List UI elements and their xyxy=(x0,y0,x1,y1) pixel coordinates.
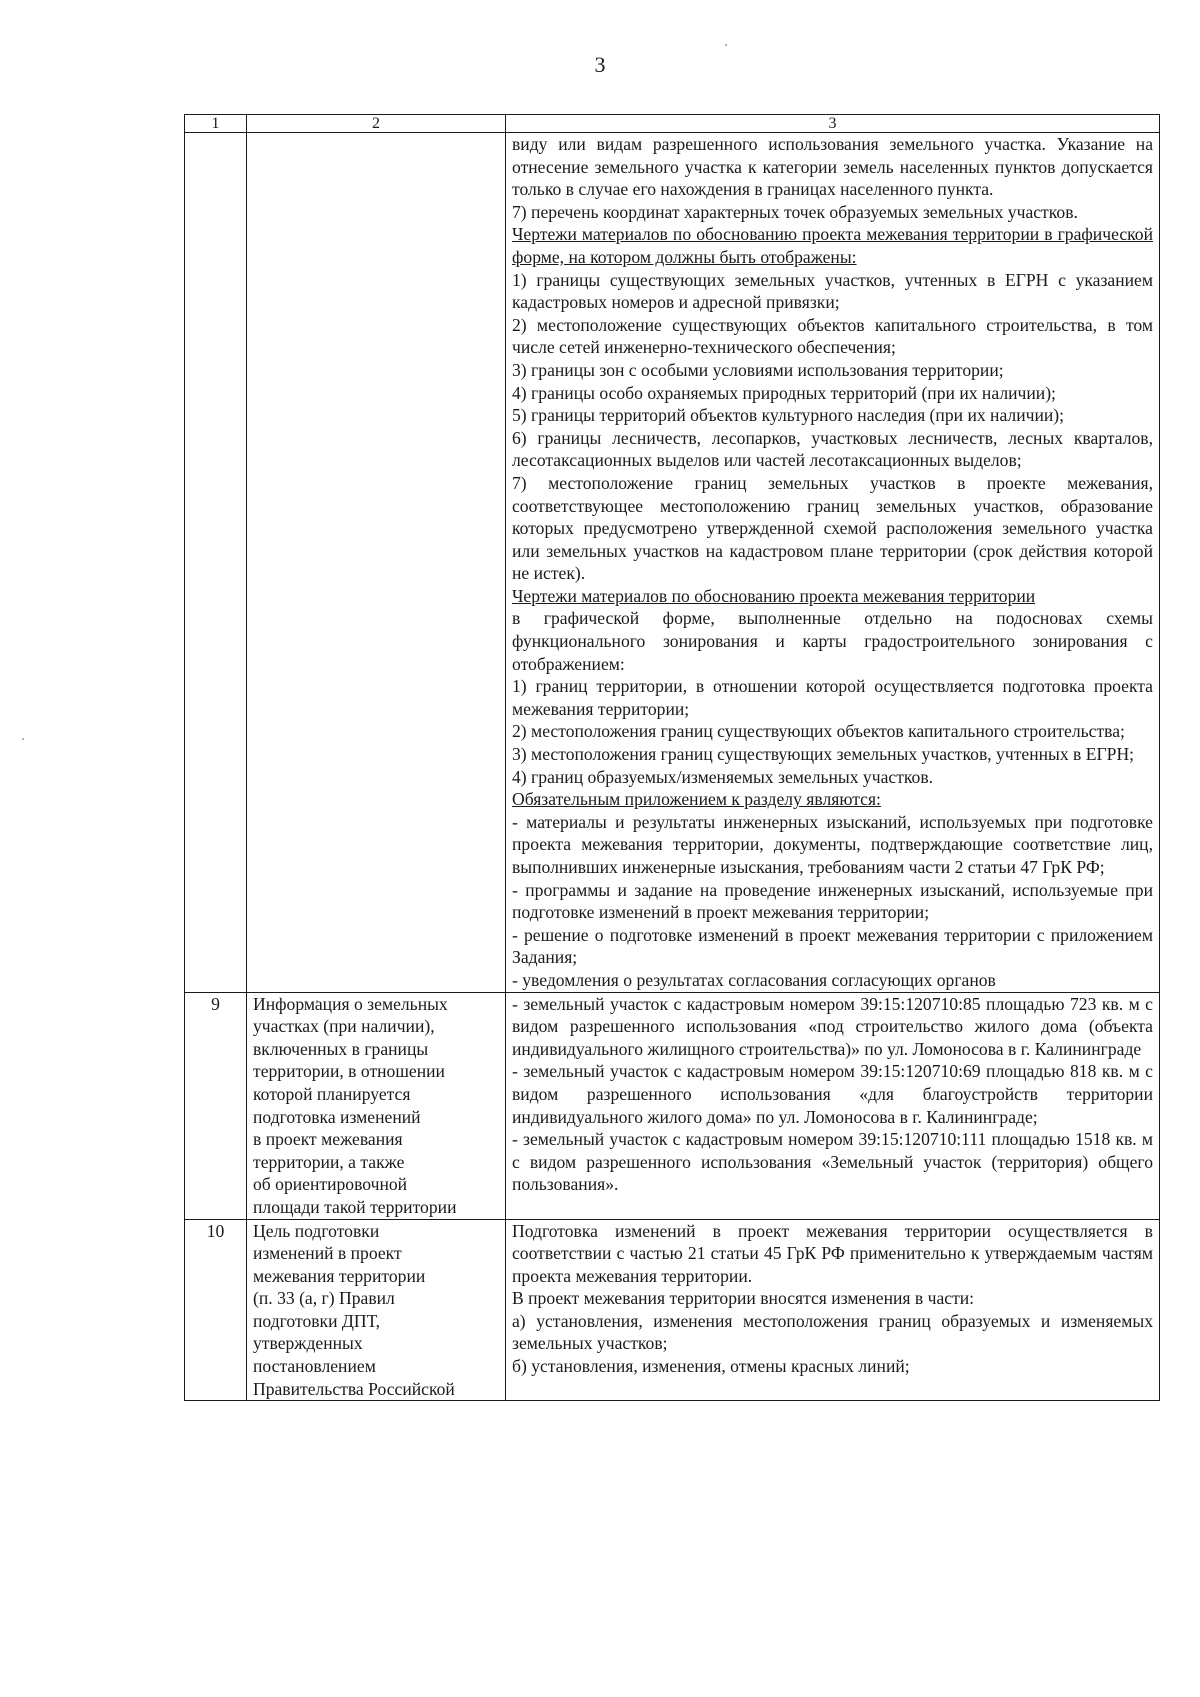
title-line: Правительства Российской xyxy=(253,1378,455,1399)
table-row-10 xyxy=(185,1219,1160,1401)
title-line: которой планируется xyxy=(253,1083,411,1104)
title-line: территории, в отношении xyxy=(253,1061,445,1082)
requirements-table xyxy=(184,114,1160,1401)
column-header-1: 1 xyxy=(185,115,247,133)
title-line: Цель подготовки xyxy=(253,1220,380,1241)
content-paragraph: 5) границы территорий объектов культурного наследия (при их наличии); xyxy=(512,405,1065,426)
row-title xyxy=(247,992,506,1219)
table-header-row xyxy=(185,115,1160,133)
page-number: 3 xyxy=(594,52,606,77)
content-paragraph: 3) местоположения границ существующих земельных участков, учтенных в ЕГРН; xyxy=(512,744,1135,765)
title-line: площади такой территории xyxy=(253,1196,457,1217)
content-paragraph: Чертежи материалов по обоснованию проекта межевания территории в графической форме, на котором должны быть отображены: xyxy=(512,224,1153,267)
row-content xyxy=(506,133,1160,993)
content-paragraph: 3) границы зон с особыми условиями использования территории; xyxy=(512,359,1004,380)
title-line: постановлением xyxy=(253,1356,376,1377)
scan-speck xyxy=(725,44,727,46)
content-paragraph: 1) границы существующих земельных участков, учтенных в ЕГРН с указанием кадастровых номеров и адресной привязки; xyxy=(512,269,1153,313)
content-paragraph: - земельный участок с кадастровым номером 39:15:120710:85 площадью 723 кв. м с видом разрешенного использования «под строительство жилого дома (объекта индивидуального жилищного строительства)» по ул. Ломоносова в г. Калининграде xyxy=(512,993,1153,1059)
title-line: межевания территории xyxy=(253,1265,426,1286)
row-title xyxy=(247,133,506,993)
title-line: подготовка изменений xyxy=(253,1106,421,1127)
content-paragraph: 6) границы лесничеств, лесопарков, участковых лесничеств, лесных кварталов, лесотаксационных выделов или частей лесотаксационных выделов; xyxy=(512,427,1153,471)
content-paragraph: Чертежи материалов по обоснованию проекта межевания территории xyxy=(512,585,1036,606)
content-paragraph: 2) местоположения границ существующих объектов капитального строительства; xyxy=(512,721,1125,742)
title-line: включенных в границы xyxy=(253,1038,429,1059)
content-paragraph: а) установления, изменения местоположения границ образуемых и изменяемых земельных участков; xyxy=(512,1310,1153,1354)
content-paragraph: - материалы и результаты инженерных изысканий, используемых при подготовке проекта межевания территории, документы, подтверждающие соответствие лиц, выполнивших инженерные изыскания, требованиям части 2 статьи 47 ГрК РФ; xyxy=(512,811,1153,877)
table-row-continuation xyxy=(185,133,1160,993)
content-paragraph: 4) границы особо охраняемых природных территорий (при их наличии); xyxy=(512,382,1056,403)
content-paragraph: - уведомления о результатах согласования согласующих органов xyxy=(512,969,996,990)
title-line: подготовки ДПТ, xyxy=(253,1310,381,1331)
row-number: 10 xyxy=(185,1219,247,1401)
title-line: в проект межевания xyxy=(253,1129,403,1150)
content-paragraph: 4) границ образуемых/изменяемых земельных участков. xyxy=(512,766,934,787)
content-paragraph: В проект межевания территории вносятся изменения в части: xyxy=(512,1288,975,1309)
content-paragraph: 1) границ территории, в отношении которой осуществляется подготовка проекта межевания территории; xyxy=(512,676,1153,719)
title-line: Информация о земельных xyxy=(253,993,448,1014)
table-row-9 xyxy=(185,992,1160,1219)
content-paragraph: - решение о подготовке изменений в проект межевания территории с приложением Задания; xyxy=(512,924,1153,968)
content-paragraph: - земельный участок с кадастровым номером 39:15:120710:69 площадью 818 кв. м с видом разрешенного использования «для благоустройств территории индивидуального жилого дома» по ул. Ломоносова в г. Калининграде; xyxy=(512,1061,1153,1127)
content-paragraph: Обязательным приложением к разделу являются: xyxy=(512,789,881,810)
content-paragraph: 7) местоположение границ земельных участков в проекте межевания, соответствующее местоположению границ земельных участков, образование которых предусмотрено утвержденной схемой расположения земельного участка или земельных участков на кадастровом плане территории (срок действия которой не истек). xyxy=(512,472,1153,584)
content-paragraph: Подготовка изменений в проект межевания территории осуществляется в соответствии с частью 21 статьи 45 ГрК РФ применительно к утверждаемым частям проекта межевания территории. xyxy=(512,1220,1153,1286)
title-line: (п. 33 (а, г) Правил xyxy=(253,1288,395,1309)
title-line: утвержденных xyxy=(253,1333,363,1354)
title-line: об ориентировочной xyxy=(253,1174,408,1195)
scan-speck xyxy=(22,738,24,740)
content-paragraph: виду или видам разрешенного использования земельного участка. Указание на отнесение земельного участка к категории земель населенных пунктов допускается только в случае его нахождения в границах населенного пункта. xyxy=(512,134,1153,200)
title-line: территории, а также xyxy=(253,1151,405,1172)
column-header-3: 3 xyxy=(506,115,1160,133)
content-paragraph: - земельный участок с кадастровым номером 39:15:120710:111 площадью 1518 кв. м с видом разрешенного использования «Земельный участок (территория) общего пользования». xyxy=(512,1129,1153,1195)
content-paragraph: 2) местоположение существующих объектов капитального строительства, в том числе сетей инженерно-технического обеспечения; xyxy=(512,314,1153,358)
content-paragraph: в графической форме, выполненные отдельно на подосновах схемы функционального зонирования и карты градостроительного зонирования с отображением: xyxy=(512,608,1153,674)
column-header-2: 2 xyxy=(247,115,506,133)
content-paragraph: б) установления, изменения, отмены красных линий; xyxy=(512,1356,910,1377)
title-line: изменений в проект xyxy=(253,1243,402,1264)
content-paragraph: - программы и задание на проведение инженерных изысканий, используемые при подготовке изменений в проект межевания территории; xyxy=(512,879,1153,923)
row-content xyxy=(506,992,1160,1219)
row-number: 9 xyxy=(185,992,247,1219)
row-content xyxy=(506,1219,1160,1401)
row-title xyxy=(247,1219,506,1401)
title-line: участках (при наличии), xyxy=(253,1016,435,1037)
row-number xyxy=(185,133,247,993)
content-paragraph: 7) перечень координат характерных точек образуемых земельных участков. xyxy=(512,201,1078,222)
